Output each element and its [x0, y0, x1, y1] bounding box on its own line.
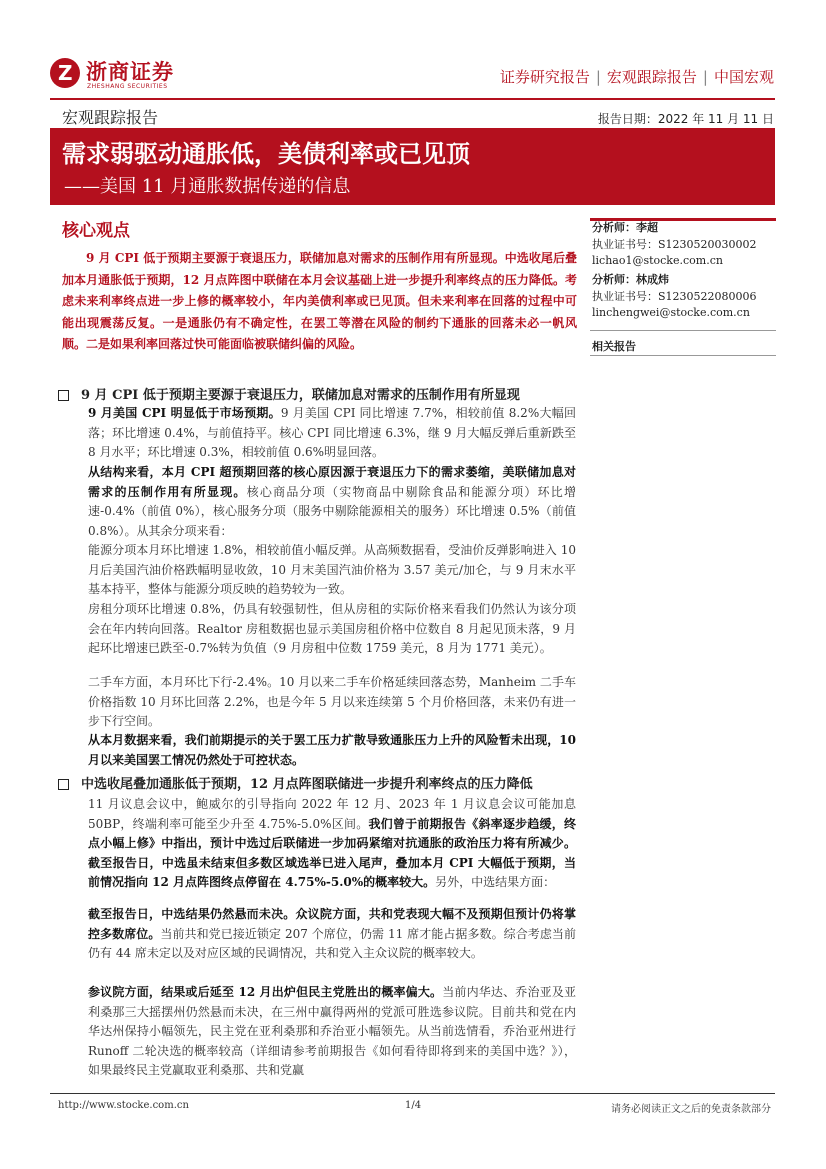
analyst-email[interactable]: linchengwei@stocke.com.cn	[592, 306, 750, 319]
paragraph: 能源分项本月环比增速 1.8%，相较前值小幅反弹。从高频数据看，受油价反弹影响进入 10 月后美国汽油价格跌幅明显收敛，10 月末美国汽油价格为 3.57 美元/加仑，与 9 月末水平基本持平，整体与能源分项反映的趋势较为一致。	[88, 543, 576, 596]
nav-item: 中国宏观	[713, 68, 774, 86]
report-date: 报告日期：2022 年 11 月 11 日	[597, 112, 774, 126]
page-title: 需求弱驱动通胀低，美债利率或已见顶	[62, 140, 470, 168]
nav-item: 证券研究报告	[499, 68, 590, 86]
analyst-cert: 执业证书号：S1230522080006	[592, 289, 757, 303]
analyst-email[interactable]: lichao1@stocke.com.cn	[592, 254, 723, 267]
page-subtitle: ——美国 11 月通胀数据传递的信息	[64, 176, 351, 197]
header-divider	[50, 98, 775, 100]
core-summary: 9 月 CPI 低于预期主要源于衰退压力，联储加息对需求的压制作用有所显现。中选收尾后叠加本月通胀低于预期，12 月点阵图中联储在本月会议基础上进一步提升利率终点的压力降低。考虑未来利率终点进一步上修的概率较小，年内美债利率或已见顶。但未来利率在回落的过程中可能出现震荡反复。一是通胀仍有不确定性，在罢工等潜在风险的制约下通胀的回落未必一帆风顺。二是如果利率回落过快可能面临被联储纠偏的风险。	[62, 251, 577, 351]
report-type-nav: 证券研究报告 | 宏观跟踪报告 | 中国宏观	[499, 68, 774, 86]
analyst-name: 分析师：李超	[592, 221, 658, 234]
paragraph: 参议院方面，结果或后延至 12 月出炉但民主党胜出的概率偏大。当前内华达、乔治亚及亚利桑那三大摇摆州仍然悬而未决，在三州中赢得两州的党派可胜选参议院。目前共和党在内华达州保持小幅领先，民主党在亚利桑那和乔治亚小幅领先。从当前选情看，乔治亚州进行 Runoff 二轮决选的概率较高（详细请参考前期报告《如何看待即将到来的美国中选？》），如果最终民主党赢取亚利桑那、共和党赢	[88, 985, 576, 1077]
analyst-2	[592, 272, 757, 322]
footer-disclaimer: 请务必阅读正文之后的免责条款部分	[611, 1104, 771, 1115]
title-banner	[50, 128, 775, 205]
related-reports-heading: 相关报告	[592, 340, 636, 353]
sidebar-divider	[590, 355, 776, 356]
analyst-1	[592, 220, 757, 270]
page-number: 1/4	[405, 1100, 422, 1111]
paragraph: 9 月美国 CPI 明显低于市场预期。9 月美国 CPI 同比增速 7.7%，相较前值 8.2%大幅回落；环比增速 0.4%，与前值持平。核心 CPI 同比增速 6.3%，继 9 月大幅反弹后重新跌至 8 月水平；环比增速 0.3%，相较前值 0.6%明显回落。	[88, 406, 576, 459]
bullet-heading: 9 月 CPI 低于预期主要源于衰退压力，联储加息对需求的压制作用有所显现	[58, 384, 520, 403]
paragraph: 二手车方面，本月环比下行-2.4%。10 月以来二手车价格延续回落态势，Manheim 二手车价格指数 10 月环比回落 2.2%，也是今年 5 月以来连续第 5 个月价格回落，未来仍有进一步下行空间。	[88, 675, 576, 728]
analyst-name: 分析师：林成炜	[592, 273, 669, 286]
analyst-cert: 执业证书号：S1230520030002	[592, 237, 757, 251]
nav-item: 宏观跟踪报告	[606, 68, 697, 86]
paragraph: 11 月议息会议中，鲍威尔的引导指向 2022 年 12 月、2023 年 1 月议息会议可能加息 50BP，终端利率可能至少升至 4.75%-5.0%区间。我们曾于前期报告《斜率逐步趋缓，终点小幅上修》中指出，预计中选过后联储进一步加码紧缩对抗通胀的政治压力将有所减少。截至报告日，中选虽未结束但多数区域选举已进入尾声，叠加本月 CPI 大幅低于预期，当前情况指向 12 月点阵图终点停留在 4.75%-5.0%的概率较大。另外，中选结果方面：	[88, 797, 576, 889]
footer-url[interactable]: http://www.stocke.com.cn	[58, 1100, 189, 1111]
logo-icon: Z	[50, 58, 80, 88]
paragraph: 房租分项环比增速 0.8%，仍具有较强韧性，但从房租的实际价格来看我们仍然认为该分项会在年内转向回落。Realtor 房租数据也显示美国房租价格中位数自 8 月起见顶未落，9 月起环比增速已跌至-0.7%转为负值（9 月房租中位数 1759 美元，8 月为 1771 美元）。	[88, 602, 576, 655]
footer-divider	[50, 1093, 775, 1094]
paragraph: 从本月数据来看，我们前期提示的关于罢工压力扩散导致通胀压力上升的风险暂未出现，10 月以来美国罢工情况仍然处于可控状态。	[88, 733, 576, 767]
bullet-heading: 中选收尾叠加通胀低于预期，12 月点阵图联储进一步提升利率终点的压力降低	[58, 773, 533, 792]
checkbox-bullet-icon	[58, 390, 69, 401]
checkbox-bullet-icon	[58, 779, 69, 790]
paragraph: 从结构来看，本月 CPI 超预期回落的核心原因源于衰退压力下的需求萎缩，美联储加息对需求的压制作用有所显现。核心商品分项（实物商品中剔除食品和能源分项）环比增速-0.4%（前值 0%），核心服务分项（服务中剔除能源相关的服务）环比增速 0.5%（前值 0.8%）。从其余分项来看：	[88, 465, 576, 538]
report-category: 宏观跟踪报告	[62, 108, 159, 127]
logo-text: 浙商证券	[86, 60, 174, 84]
section-heading: 核心观点	[62, 221, 130, 241]
logo-text-en: ZHESHANG SECURITIES	[87, 83, 168, 90]
sidebar-divider	[590, 330, 776, 331]
paragraph: 截至报告日，中选结果仍然悬而未决。众议院方面，共和党表现大幅不及预期但预计仍将掌控多数席位。当前共和党已接近锁定 207 个席位，仍需 11 席才能占据多数。综合考虑当前仍有 44 席未定以及对应区域的民调情况，共和党入主众议院的概率较大。	[88, 907, 576, 960]
